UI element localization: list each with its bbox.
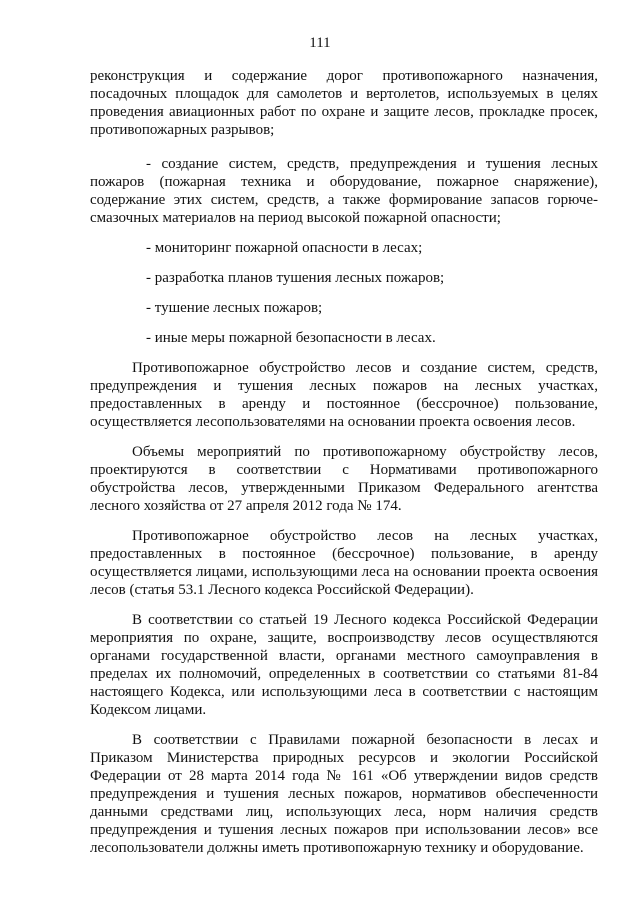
paragraph-fire-safety-rules: В соответствии с Правилами пожарной безопасности в лесах и Приказом Министерства природных ресурсов и экологии Российской Федерации от 28 марта 2014 года № 161 «Об утверждении видов средств предупреждения и тушения лесных пожаров, нормативов обеспеченности данными средствами лиц, использующих леса, норм наличия средств предупреждения и тушения лесных пожаров при использовании лесов» все лесопользователи должны иметь противопожарную технику и оборудование. xyxy=(90,732,598,856)
paragraph-article-19: В соответствии со статьей 19 Лесного кодекса Российской Федерации мероприятия по охране, защите, воспроизводству лесов осуществляются органами государственной власти, органами местного самоуправления в пределах их полномочий, определенных в соответствии со статьями 81-84 настоящего Кодекса, или использующими леса в соответствии с настоящим Кодексом лицами. xyxy=(90,612,598,718)
list-item-monitoring: - мониторинг пожарной опасности в лесах; xyxy=(146,240,423,256)
paragraph-fire-arrangement: Противопожарное обустройство лесов и создание систем, средств, предупреждения и тушения лесных пожаров на лесных участках, предоставленных в аренду и постоянное (бессрочное) пользование, осуществляется лесопользователями на основании проекта освоения лесов. xyxy=(90,360,598,430)
list-item-planning: - разработка планов тушения лесных пожаров; xyxy=(146,270,445,286)
paragraph-volumes: Объемы мероприятий по противопожарному обустройству лесов, проектируются в соответствии с Нормативами противопожарного обустройства лесов, утвержденными Приказом Федерального агентства лесного хозяйства от 27 апреля 2012 года № 174. xyxy=(90,444,598,514)
document-body xyxy=(90,67,598,857)
paragraph-road-construction: реконструкция и содержание дорог противопожарного назначения, посадочных площадок для самолетов и вертолетов, используемых в целях проведения авиационных работ по охране и защите лесов, прокладке просек, противопожарных разрывов; xyxy=(90,68,598,138)
paragraph-leased-plots: Противопожарное обустройство лесов на лесных участках, предоставленных в постоянное (бессрочное) пользование, в аренду осуществляется лицами, использующими леса на основании проекта освоения лесов (статья 53.1 Лесного кодекса Российской Федерации). xyxy=(90,528,598,598)
list-item-fire-systems: - создание систем, средств, предупреждения и тушения лесных пожаров (пожарная техника и оборудование, пожарное снаряжение), содержание этих систем, средств, а также формирование запасов горюче-смазочных материалов на период высокой пожарной опасности; xyxy=(90,156,598,226)
list-item-extinguishing: - тушение лесных пожаров; xyxy=(146,300,323,316)
page-number: 111 xyxy=(309,35,331,51)
list-item-other-measures: - иные меры пожарной безопасности в лесах. xyxy=(146,330,436,346)
